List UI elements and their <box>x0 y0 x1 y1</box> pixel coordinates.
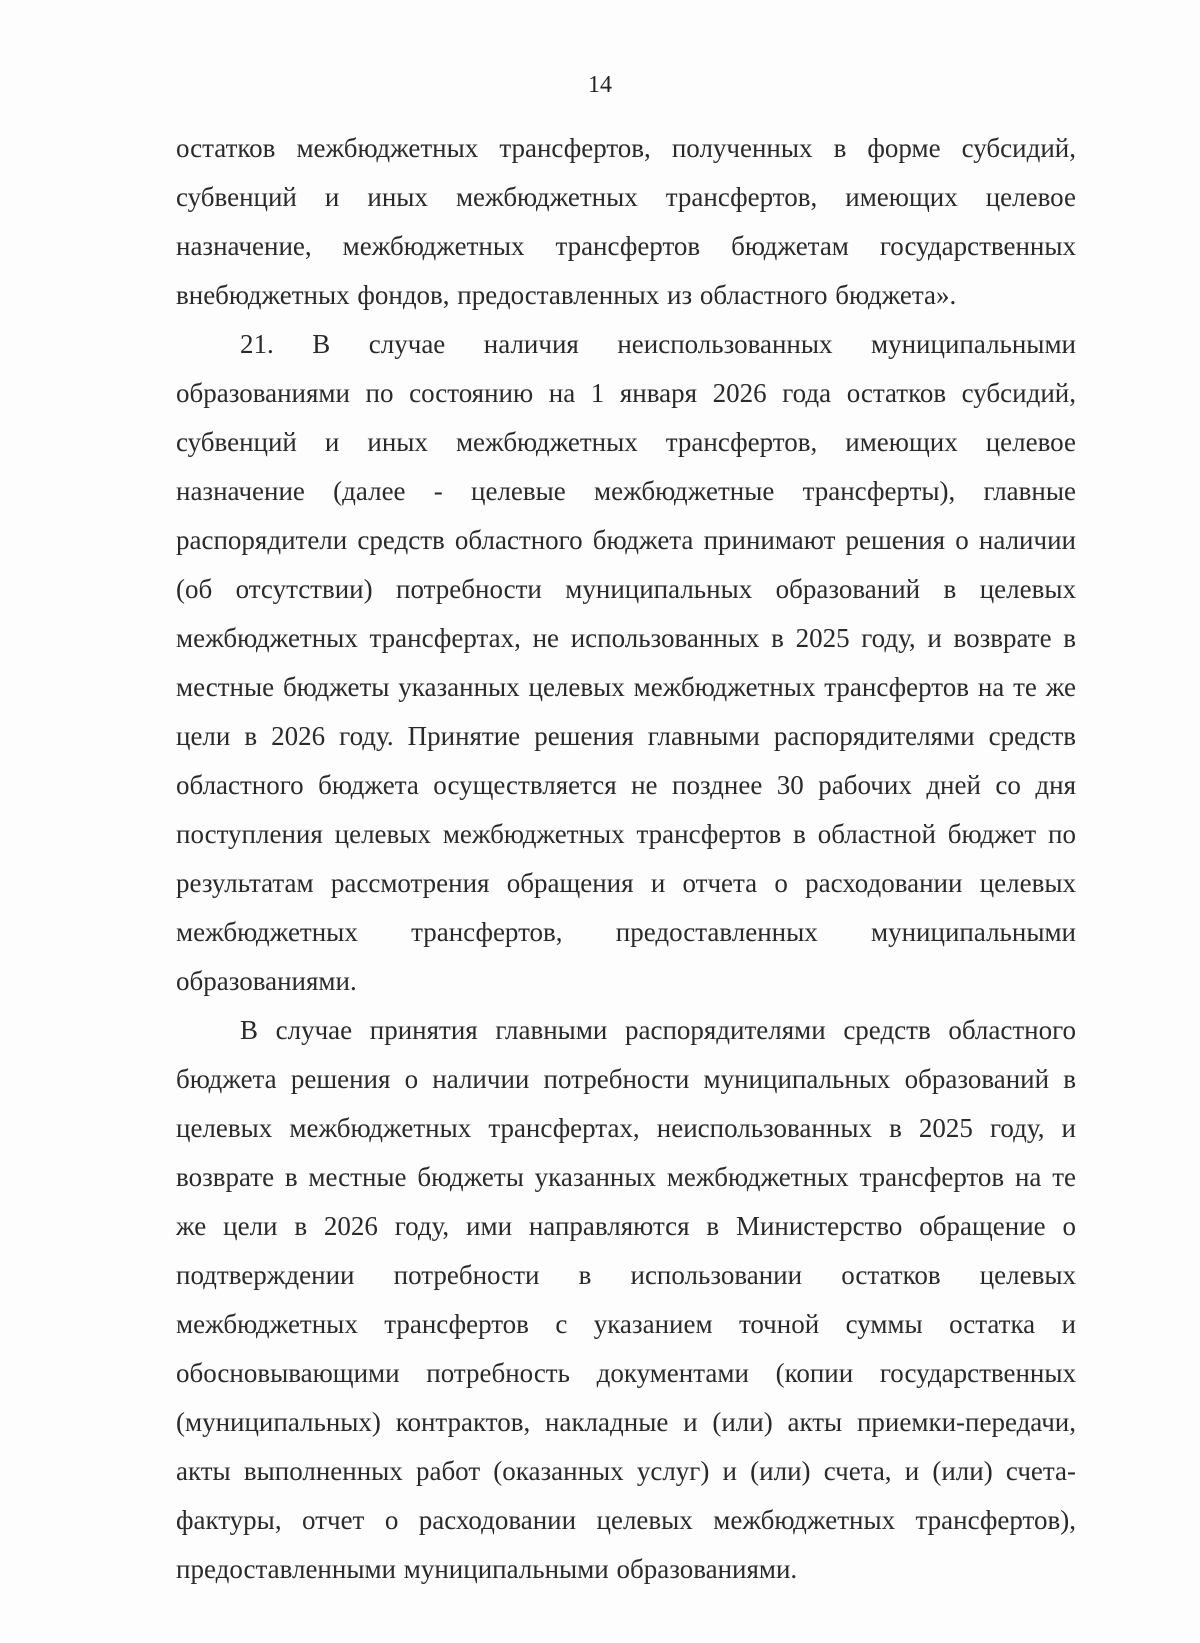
document-body <box>176 124 1076 1594</box>
paragraph-clause-21-continuation: В случае принятия главными распорядителями средств областного бюджета решения о наличии потребности муниципальных образований в целевых межбюджетных трансфертах, неиспользованных в 2025 году, и возврате в местные бюджеты указанных межбюджетных трансфертов на те же цели в 2026 году, ими направляются в Министерство обращение о подтверждении потребности в использовании остатков целевых межбюджетных трансфертов с указанием точной суммы остатка и обосновывающими потребность документами (копии государственных (муниципальных) контрактов, накладные и (или) акты приемки-передачи, акты выполненных работ (оказанных услуг) и (или) счета, и (или) счета-фактуры, отчет о расходовании целевых межбюджетных трансфертов), предоставленными муниципальными образованиями. <box>176 1015 1076 1584</box>
paragraph-continuation: остатков межбюджетных трансфертов, полученных в форме субсидий, субвенций и иных межбюджетных трансфертов, имеющих целевое назначение, межбюджетных трансфертов бюджетам государственных внебюджетных фондов, предоставленных из областного бюджета». <box>176 133 1076 310</box>
page-number: 14 <box>588 72 612 98</box>
paragraph-clause-21: 21. В случае наличия неиспользованных муниципальными образованиями по состоянию на 1 января 2026 года остатков субсидий, субвенций и иных межбюджетных трансфертов, имеющих целевое назначение (далее - целевые межбюджетные трансферты), главные распорядители средств областного бюджета принимают решения о наличии (об отсутствии) потребности муниципальных образований в целевых межбюджетных трансфертах, не использованных в 2025 году, и возврате в местные бюджеты указанных целевых межбюджетных трансфертов на те же цели в 2026 году. Принятие решения главными распорядителями средств областного бюджета осуществляется не позднее 30 рабочих дней со дня поступления целевых межбюджетных трансфертов в областной бюджет по результатам рассмотрения обращения и отчета о расходовании целевых межбюджетных трансфертов, предоставленных муниципальными образованиями. <box>176 329 1076 996</box>
